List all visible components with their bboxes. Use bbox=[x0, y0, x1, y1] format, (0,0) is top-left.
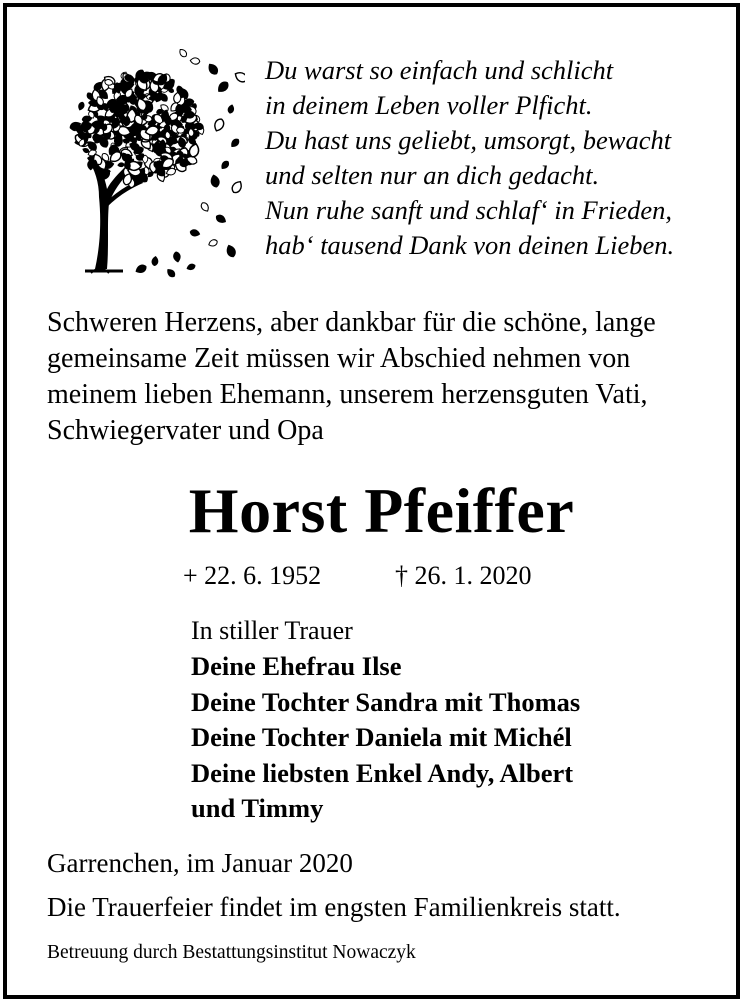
mourner-line: Deine Tochter Daniela mit Michél bbox=[191, 722, 572, 752]
deceased-name: Horst Pfeiffer bbox=[188, 475, 575, 546]
intro-line: Schwiegervater und Opa bbox=[47, 415, 324, 446]
mourner-line: Deine Tochter Sandra mit Thomas bbox=[191, 686, 581, 717]
poem bbox=[265, 53, 674, 263]
mourner-line: Deine Ehefrau Ilse bbox=[191, 651, 402, 681]
obituary-notice bbox=[3, 3, 740, 999]
poem-line: in deinem Leben voller Plficht. bbox=[265, 90, 593, 120]
intro-line: gemeinsame Zeit müssen wir Abschied nehmen von bbox=[47, 343, 631, 374]
death-date: † 26. 1. 2020 bbox=[395, 561, 532, 590]
undertaker-note: Betreuung durch Bestattungsinstitut Nowaczyk bbox=[47, 942, 416, 963]
poem-line: hab‘ tausend Dank von deinen Lieben. bbox=[265, 230, 675, 260]
tree-in-wind-icon bbox=[45, 47, 245, 279]
place-date: Garrenchen, im Januar 2020 bbox=[47, 848, 353, 878]
funeral-note: Die Trauerfeier findet im engsten Familienkreis statt. bbox=[47, 892, 621, 922]
poem-line: Du warst so einfach und schlicht bbox=[265, 55, 614, 85]
birth-date: + 22. 6. 1952 bbox=[183, 561, 322, 590]
mourners-block bbox=[191, 613, 580, 827]
poem-line: Du hast uns geliebt, umsorgt, bewacht bbox=[265, 125, 672, 155]
intro-text bbox=[47, 305, 707, 449]
mourning-intro: In stiller Trauer bbox=[191, 616, 353, 645]
mourner-line: und Timmy bbox=[191, 793, 324, 823]
mourner-line: Deine liebsten Enkel Andy, Albert bbox=[191, 757, 574, 788]
intro-line: meinem lieben Ehemann, unserem herzensguten Vati, bbox=[47, 379, 648, 410]
poem-line: Nun ruhe sanft und schlaf‘ in Frieden, bbox=[265, 195, 673, 225]
poem-line: und selten nur an dich gedacht. bbox=[265, 160, 600, 190]
mourners-list bbox=[191, 649, 580, 827]
intro-line: Schweren Herzens, aber dankbar für die schöne, lange bbox=[47, 307, 656, 338]
